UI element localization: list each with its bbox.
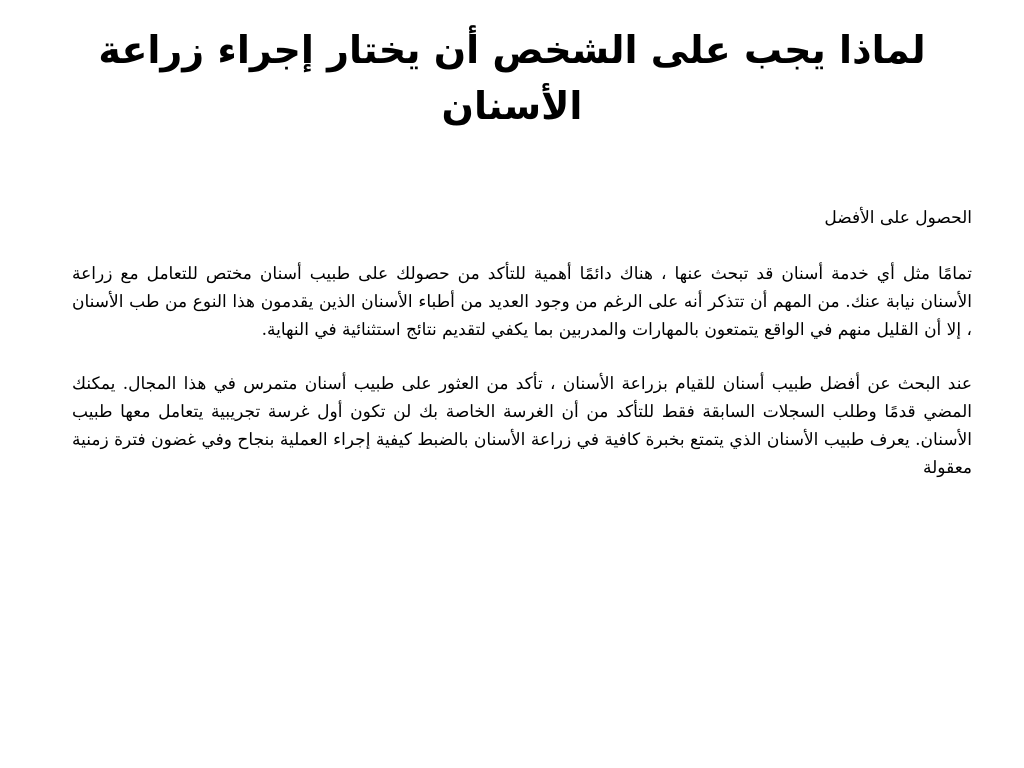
paragraph-1: تمامًا مثل أي خدمة أسنان قد تبحث عنها ، هناك دائمًا أهمية للتأكد من حصولك على طبيب أسنان مختص للتعامل مع زراعة الأسنان نيابة عنك. من المهم أن تتذكر أنه على الرغم من وجود العديد من أطباء الأسنان الذين يقدمون هذا النوع من طب الأسنان ، إلا أن القليل منهم في الواقع يتمتعون بالمهارات والمدربين بما يكفي لتقديم نتائج استثنائية في النهاية. [72, 264, 972, 340]
paragraph-2: عند البحث عن أفضل طبيب أسنان للقيام بزراعة الأسنان ، تأكد من العثور على طبيب أسنان متمرس في هذا المجال. يمكنك المضي قدمًا وطلب السجلات السابقة فقط للتأكد من أن الغرسة الخاصة بك لن تكون أول غرسة تجريبية يتعامل معها طبيب الأسنان. يعرف طبيب الأسنان الذي يتمتع بخبرة كافية في زراعة الأسنان بالضبط كيفية إجراء العملية بنجاح وفي غضون فترة زمنية معقولة [72, 374, 972, 478]
section-subheading: الحصول على الأفضل [824, 208, 972, 228]
slide-title: لماذا يجب على الشخص أن يختار إجراء زراعة الأسنان [98, 28, 926, 128]
slide-body [72, 204, 972, 508]
